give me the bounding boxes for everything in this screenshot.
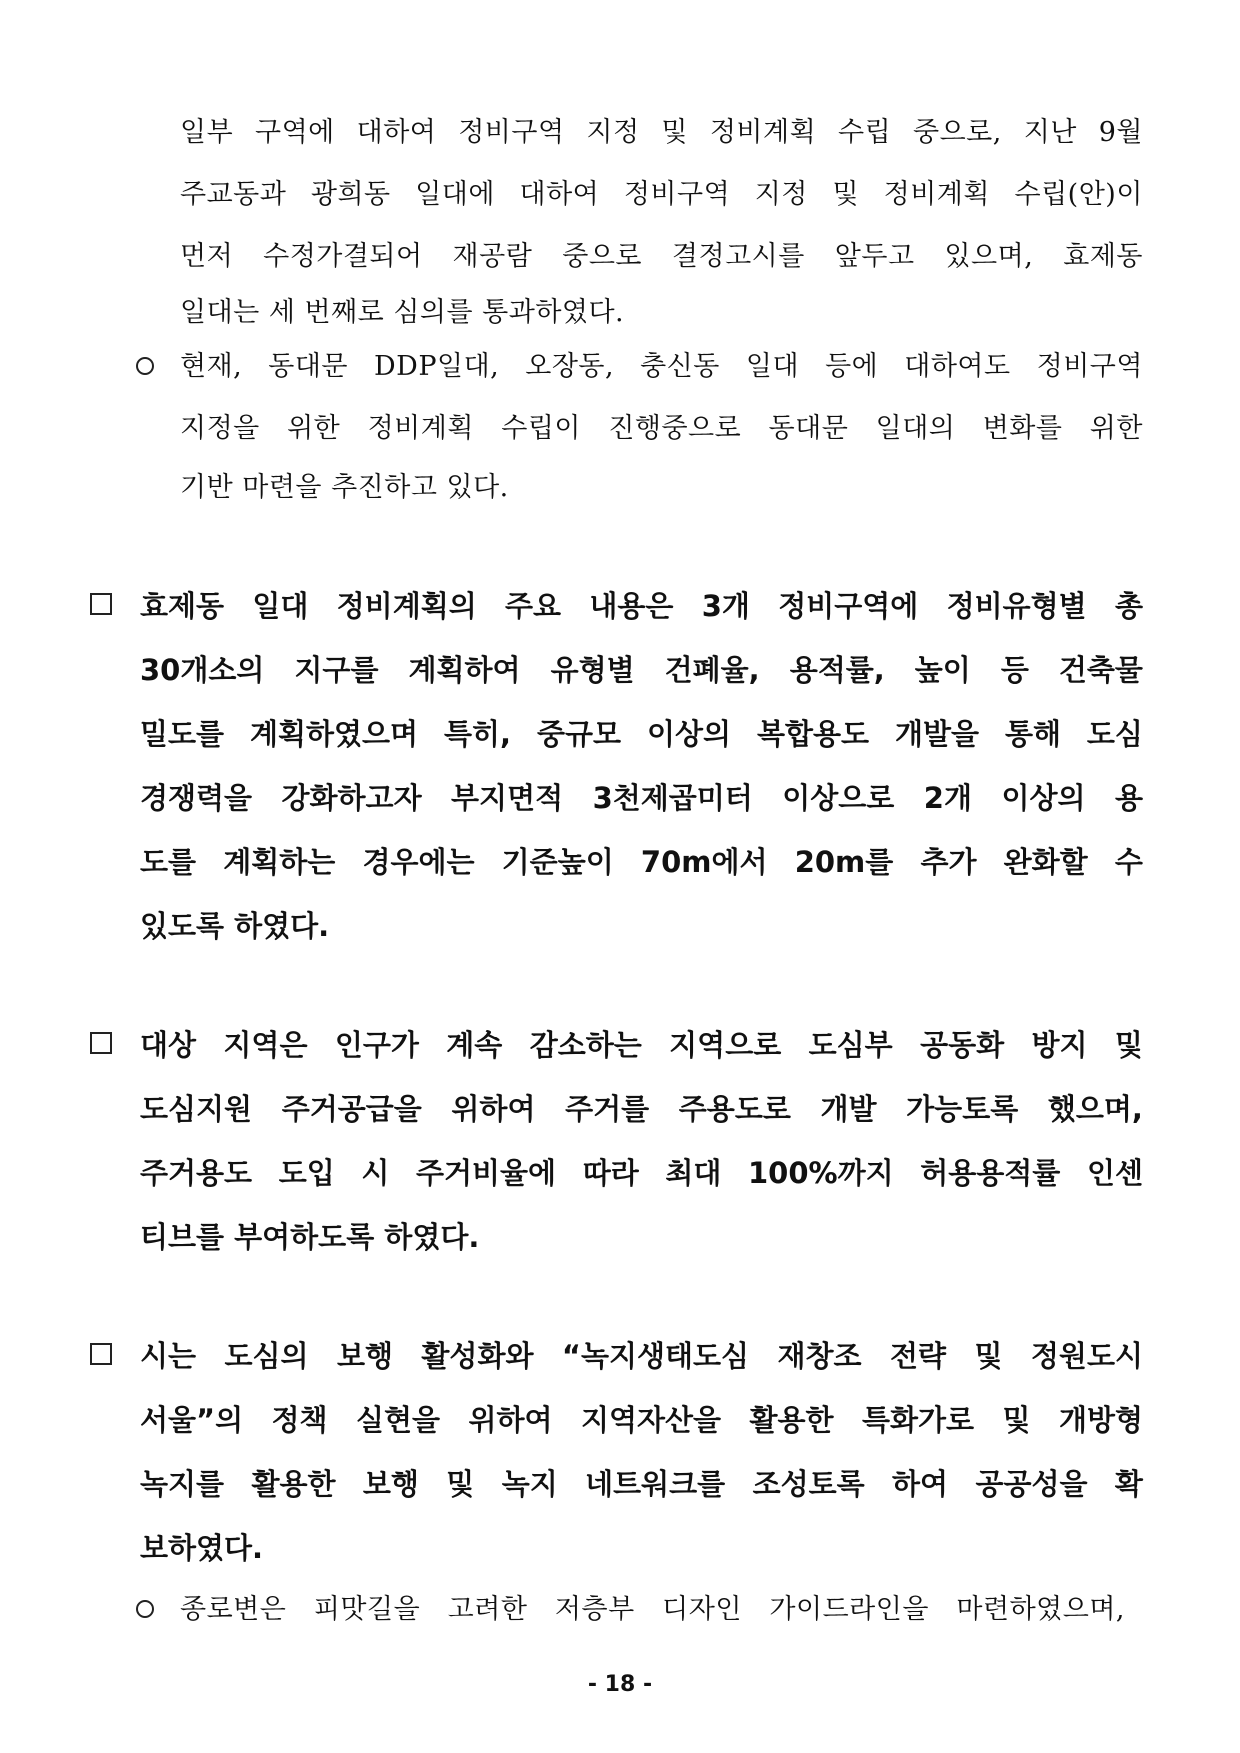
word: 도심	[1086, 717, 1143, 751]
word: 실현을	[356, 1403, 441, 1437]
word: 대상	[140, 1028, 197, 1062]
word: 개발을	[894, 717, 980, 751]
word: 디자인	[662, 1594, 742, 1625]
word: 70m에서	[640, 845, 768, 879]
word: 내용은	[589, 589, 674, 623]
section3-line-2	[140, 1398, 1143, 1439]
word: 및	[832, 179, 860, 210]
word: 일대의	[875, 413, 956, 444]
word: 정비구역	[458, 117, 565, 148]
word: 효제동	[140, 589, 225, 623]
word: 9월	[1098, 117, 1143, 148]
word: 위하여	[468, 1403, 553, 1437]
word: 주용도로	[678, 1092, 791, 1126]
section1-line-3	[140, 712, 1143, 753]
checkbox-bullet-icon	[90, 1032, 112, 1054]
word: 정비계획	[883, 179, 990, 210]
word: 30개소의	[140, 653, 265, 687]
word: 3천제곱미터	[592, 781, 753, 815]
word: 도심의	[224, 1339, 309, 1373]
word: 위한	[287, 413, 341, 444]
word: 및	[661, 117, 688, 148]
word: 있으며,	[944, 241, 1034, 272]
word: 조성토록	[752, 1467, 865, 1501]
word: 등	[1000, 653, 1029, 687]
word: 감소하는	[529, 1028, 642, 1062]
word: 서울”의	[140, 1403, 244, 1437]
word: 100%까지	[748, 1156, 894, 1190]
section2-line-1	[140, 1023, 1143, 1064]
sub1-line-1	[180, 344, 1143, 383]
word: 강화하고자	[281, 781, 422, 815]
word: 위하여	[451, 1092, 536, 1126]
word: 건폐율,	[664, 653, 760, 687]
word: 지정	[754, 179, 808, 210]
word: 정비유형별	[946, 589, 1087, 623]
word: 공공성을	[975, 1467, 1088, 1501]
word: 충신동	[640, 351, 720, 382]
word: 이상으로	[782, 781, 895, 815]
word: 정원도시	[1030, 1339, 1143, 1373]
word: 계획하여	[408, 653, 521, 687]
word: 하여	[892, 1467, 949, 1501]
word: 등에	[825, 351, 879, 382]
word: 재창조	[777, 1339, 862, 1373]
section2-line-4: 티브를 부여하도록 하였다.	[140, 1220, 480, 1254]
word: 계속	[446, 1028, 503, 1062]
word: 오장동,	[525, 351, 615, 382]
word: 구역에	[255, 117, 335, 148]
word: 지난	[1023, 117, 1077, 148]
word: 경쟁력을	[140, 781, 253, 815]
word: 용적률,	[789, 653, 885, 687]
word: 주거비율에	[415, 1156, 557, 1190]
word: 시는	[140, 1339, 197, 1373]
word: 추가	[920, 845, 977, 879]
checkbox-bullet-icon	[90, 593, 112, 615]
word: 지정	[586, 117, 640, 148]
word: 주거를	[565, 1092, 650, 1126]
word: 녹지를	[140, 1467, 225, 1501]
section1-line-1	[140, 584, 1143, 625]
word: 도심부	[808, 1028, 893, 1062]
word: 일부	[180, 117, 234, 148]
word: 일대	[745, 351, 800, 382]
word: 지역으로	[669, 1028, 782, 1062]
word: 및	[1114, 1028, 1143, 1062]
word: 결정고시를	[671, 241, 805, 272]
section1-line-4	[140, 776, 1143, 817]
word: 했으며,	[1047, 1092, 1143, 1126]
word: 변화를	[982, 413, 1063, 444]
word: 일대	[252, 589, 309, 623]
word: 재공람	[452, 241, 533, 272]
word: 주요	[505, 589, 562, 623]
word: 녹지	[501, 1467, 558, 1501]
word: 중으로,	[913, 117, 1002, 148]
word: 활용한	[251, 1467, 336, 1501]
word: 공동화	[920, 1028, 1005, 1062]
word: 현재,	[180, 351, 243, 382]
word: 확	[1114, 1467, 1143, 1501]
word: DDP일대,	[374, 351, 500, 382]
word: 대하여도	[904, 351, 1011, 382]
word: 도를	[140, 845, 197, 879]
word: 먼저	[180, 241, 234, 272]
word: 가이드라인을	[769, 1594, 929, 1625]
word: 인센	[1086, 1156, 1143, 1190]
word: 따라	[582, 1156, 639, 1190]
word: 및	[446, 1467, 475, 1501]
word: 광희동	[310, 179, 391, 210]
intro-line-3	[180, 234, 1143, 273]
word: 보행	[336, 1339, 393, 1373]
word: 정비구역에	[778, 589, 919, 623]
word: 시	[361, 1156, 390, 1190]
word: 중규모	[537, 717, 622, 751]
word: 기준높이	[501, 845, 614, 879]
checkbox-bullet-icon	[90, 1343, 112, 1365]
word: 높이	[914, 653, 971, 687]
word: 용	[1114, 781, 1143, 815]
word: 밀도를	[140, 717, 225, 751]
word: 정비구역	[623, 179, 731, 210]
intro-line-1	[180, 110, 1143, 149]
section3-line-3	[140, 1462, 1143, 1503]
word: 주거용도	[140, 1156, 253, 1190]
word: 지정을	[180, 413, 260, 444]
sub1-line-3: 기반 마련을 추진하고 있다.	[180, 472, 509, 503]
word: 및	[1002, 1403, 1031, 1437]
word: 정비계획의	[336, 589, 477, 623]
word: 계획하였으며	[249, 717, 419, 751]
word: 가능토록	[906, 1092, 1019, 1126]
word: 계획하는	[223, 845, 336, 879]
word: 지구를	[294, 653, 379, 687]
word: 완화할	[1003, 845, 1088, 879]
word: 개방형	[1058, 1403, 1143, 1437]
word: 효제동	[1063, 241, 1143, 272]
word: 정비계획	[709, 117, 817, 148]
word: 위한	[1089, 413, 1143, 444]
word: 3개	[701, 589, 750, 623]
word: 중으로	[562, 241, 642, 272]
sub1-line-2	[180, 406, 1143, 445]
word: 2개	[923, 781, 972, 815]
word: 주교동과	[180, 179, 287, 210]
word: 부지면적	[451, 781, 564, 815]
word: 앞두고	[834, 241, 915, 272]
word: 종로변은	[180, 1594, 287, 1625]
word: 수정가결되어	[263, 241, 423, 272]
word: 건축물	[1058, 653, 1143, 687]
word: 특화가로	[861, 1403, 975, 1437]
word: 동대문	[268, 351, 349, 382]
circle-bullet-icon	[136, 1600, 154, 1618]
word: 네트워크를	[585, 1467, 726, 1501]
word: 허용용적률	[920, 1156, 1061, 1190]
section1-line-2	[140, 648, 1143, 689]
word: 동대문	[768, 413, 849, 444]
word: 및	[974, 1339, 1003, 1373]
word: 고려한	[447, 1594, 528, 1625]
word: “녹지생태도심	[561, 1339, 750, 1373]
word: 통해	[1004, 717, 1061, 751]
word: 이상의	[1001, 781, 1086, 815]
word: 20m를	[794, 845, 894, 879]
word: 수립이	[501, 413, 581, 444]
word: 보행	[362, 1467, 419, 1501]
word: 수립(안)이	[1014, 179, 1143, 210]
word: 도심지원	[140, 1092, 253, 1126]
page-number: - 18 -	[587, 1672, 653, 1697]
section1-line-6: 있도록 하였다.	[140, 909, 330, 943]
section3-line-1	[140, 1334, 1143, 1375]
word: 특히,	[444, 717, 512, 751]
word: 유형별	[550, 653, 635, 687]
word: 수립	[838, 117, 892, 148]
intro-line-2	[180, 172, 1143, 211]
word: 이상의	[646, 717, 732, 751]
word: 복합용도	[756, 717, 870, 751]
word: 전략	[890, 1339, 947, 1373]
word: 개발	[820, 1092, 877, 1126]
word: 저층부	[554, 1594, 635, 1625]
word: 인구가	[334, 1028, 419, 1062]
section1-line-5	[140, 840, 1143, 881]
sub2-line-1	[180, 1587, 1125, 1626]
word: 최대	[665, 1156, 722, 1190]
word: 진행중으로	[608, 413, 742, 444]
word: 대하여	[356, 117, 437, 148]
word: 마련하였으며,	[956, 1594, 1125, 1625]
word: 지역은	[223, 1028, 308, 1062]
word: 정비구역	[1036, 351, 1143, 382]
word: 대하여	[519, 179, 600, 210]
word: 수	[1114, 845, 1143, 879]
section2-line-2	[140, 1087, 1143, 1128]
word: 일대에	[415, 179, 495, 210]
word: 정비계획	[367, 413, 474, 444]
word: 활용한	[749, 1403, 834, 1437]
word: 피맛길을	[313, 1594, 421, 1625]
word: 정책	[271, 1403, 328, 1437]
word: 도입	[278, 1156, 335, 1190]
word: 지역자산을	[580, 1403, 722, 1437]
word: 총	[1114, 589, 1143, 623]
word: 활성화와	[421, 1339, 534, 1373]
word: 경우에는	[362, 845, 475, 879]
word: 방지	[1031, 1028, 1088, 1062]
intro-line-4: 일대는 세 번째로 심의를 통과하였다.	[180, 297, 625, 328]
section3-line-4: 보하였다.	[140, 1531, 264, 1565]
word: 주거공급을	[281, 1092, 422, 1126]
section2-line-3	[140, 1151, 1143, 1192]
circle-bullet-icon	[136, 357, 154, 375]
